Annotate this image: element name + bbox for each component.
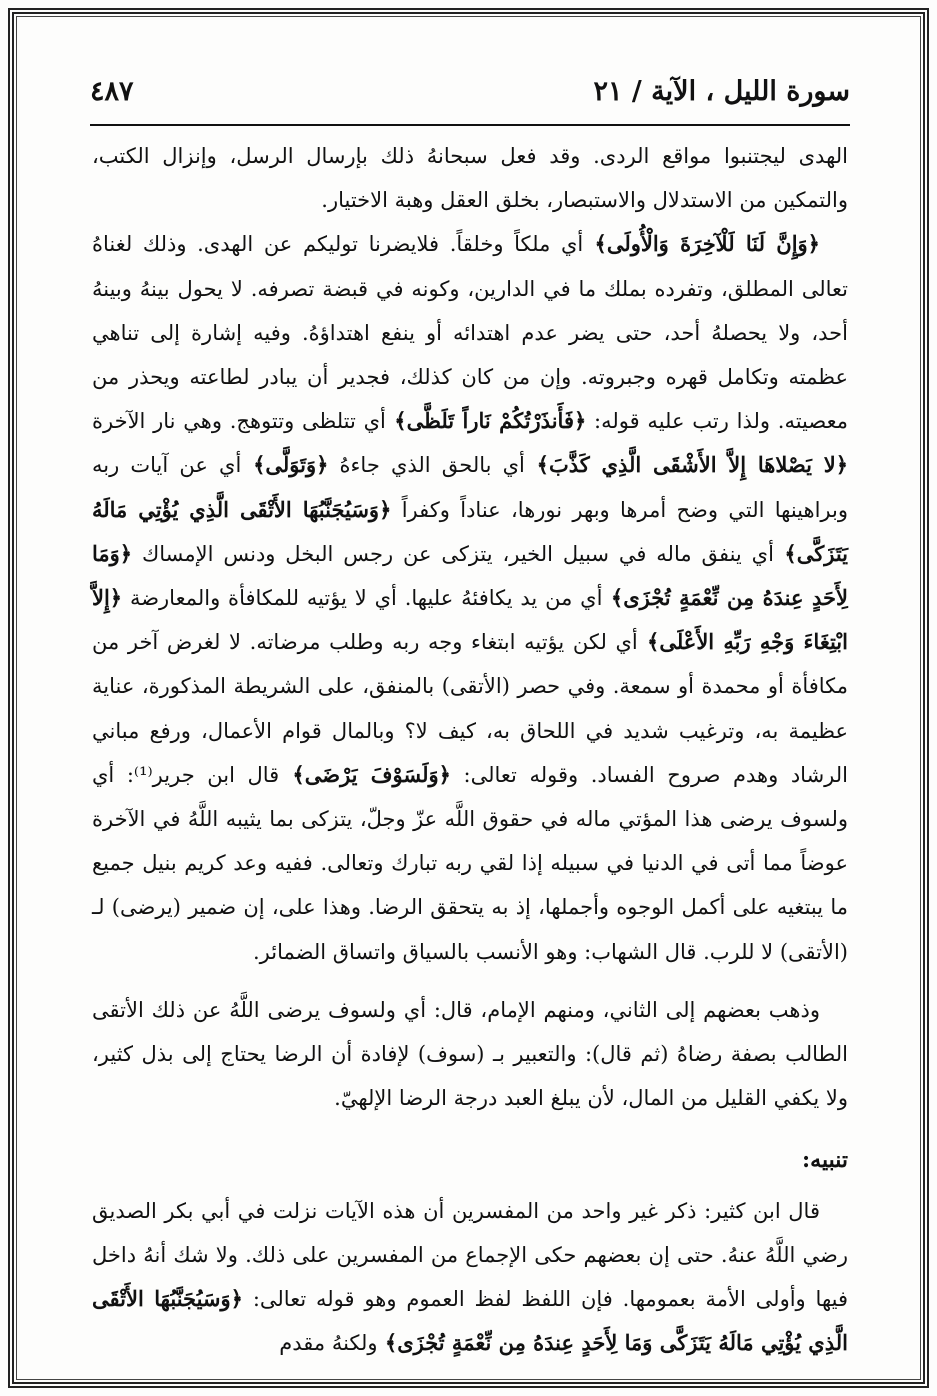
text-run: أي بالحق الذي جاءهُ: [328, 453, 525, 478]
paragraph: [92, 1189, 848, 1366]
quran-verse: ﴿إِلاَّ ابْتِغَاءَ وَجْهِ رَبِّهِ الأَعْلَى﴾: [92, 585, 848, 655]
text-run: أي من يد يكافئهُ عليها. أي لا يؤتيه للمكافأة والمعارضة: [122, 586, 603, 611]
quran-verse: ﴿فَأَنذَرْتُكُمْ نَاراً تَلَظَّى﴾: [385, 408, 587, 434]
quran-verse: ﴿وَلَسَوْفَ يَرْضَى﴾: [279, 761, 451, 787]
text-run: الهدى ليجتنبوا مواقع الردى. وقد فعل سبحانهُ ذلك بإرسال الرسل، وإنزال الكتب، والتمكين من الاستدلال والاستبصار، بخلق العقل وهبة الاختيار.: [92, 144, 848, 213]
text-run: أي ينفق ماله في سبيل الخير، يتزكى عن رجس البخل ودنس الإمساك: [132, 541, 774, 566]
quran-verse: ﴿وَمَا لِأَحَدٍ عِندَهُ مِن نِّعْمَةٍ تُجْزَى﴾: [92, 540, 848, 611]
text-run: أي لكن يؤتيه ابتغاء وجه ربه وطلب مرضاته. لا لغرض آخر من مكافأة أو محمدة أو سمعة. وفي حصر (الأتقى) بالمنفق، على الشريطة المذكورة، عناية عظيمة به، وترغيب شديد في اللحاق به، كيف لا؟ وبالمال قوام الأعمال، ورفع مباني الرشاد وهدم صروح الفساد. وقوله تعالى:: [92, 630, 849, 787]
quran-verse: ﴿وَسَيُجَنَّبُهَا الأَتْقَى الَّذِي يُؤْتِي مَالَهُ يَتَزَكَّى وَمَا لِأَحَدٍ عِندَهُ مِن نِّعْمَةٍ تُجْزَى﴾: [92, 1286, 848, 1356]
paragraph: [92, 222, 848, 973]
page-header: [90, 70, 850, 122]
text-run: قال ابن كثير: ذكر غير واحد من المفسرين أن هذه الآيات نزلت في أبي بكر الصديق رضي اللَّهُ عنهُ. حتى إن بعضهم حكى الإجماع من المفسرين على ذلك. ولا شك أنهُ داخل فيها وأولى الأمة بعمومها. فإن اللفظ لفظ العموم وهو قوله تعالى:: [92, 1198, 849, 1312]
paragraph: [92, 988, 848, 1121]
running-title: سورة الليل ، الآية / ٢١: [593, 76, 850, 107]
quran-verse: ﴿وَإِنَّ لَنَا لَلْآخِرَةَ وَالْأُولَى﴾: [583, 231, 820, 257]
quran-verse: ﴿وَتَوَلَّى﴾: [241, 452, 329, 478]
text-run: أي تتلظى وتتوهج. وهي نار الآخرة: [92, 409, 386, 434]
paragraph: [92, 134, 848, 222]
body-text: [92, 134, 848, 1365]
note-heading: تنبيه:: [802, 1147, 848, 1174]
quran-verse: ﴿لا يَصْلاهَا إِلاَّ الأَشْقَى الَّذِي كَذَّبَ﴾: [524, 452, 849, 478]
text-run: ولكنهُ مقدم: [279, 1331, 378, 1356]
text-run: أي عن آيات ربه وبراهينها التي وضح أمرها وبهر نورها، عناداً وكفراً: [92, 453, 848, 522]
header-rule: [90, 124, 850, 126]
quran-verse: ﴿وَسَيُجَنَّبُهَا الأَتْقَى الَّذِي يُؤْتِي مَالَهُ يَتَزَكَّى﴾: [92, 496, 848, 566]
page-number: ٤٨٧: [90, 76, 134, 107]
text-run: وذهب بعضهم إلى الثاني، ومنهم الإمام، قال: أي ولسوف يرضى اللَّهُ عن ذلك الأتقى الطالب بصفة رضاهُ (ثم قال): والتعبير بـ (سوف) لإفادة أن الرضا يحتاج إلى بذل كثير، ولا يكفي القليل من المال، لأن يبلغ العبد درجة الرضا الإلهيّ.: [92, 997, 848, 1111]
text-run: قال ابن جرير⁽¹⁾: أي ولسوف يرضى هذا المؤتي ماله في حقوق اللَّه عزّ وجلّ، يتزكى بما يثيبه اللَّهُ في الآخرة عوضاً مما أتى في الدنيا في سبيله إذا لقي ربه تبارك وتعالى. ففيه وعد كريم بنيل جميع ما يبتغيه على أكمل الوجوه وأجملها، إذ به يتحقق الرضا. وهذا على، إن ضمير (يرضى) لـ (الأتقى) لا للرب. قال الشهاب: وهو الأنسب بالسياق واتساق الضمائر.: [92, 762, 848, 964]
text-run: أي ملكاً وخلقاً. فلايضرنا توليكم عن الهدى. وذلك لغناهُ تعالى المطلق، وتفرده بملك ما في الدارين، وكونه في قبضة تصرفه. لا يحول بينهُ وبينهُ أحد، ولا يحصلهُ أحد، حتى يضر عدم اهتدائه أو ينفع اهتداؤهُ. وفيه إشارة إلى تناهي عظمته وتكامل قهره وجبروته. وإن من كان كذلك، فجدير أن يبادر لطاعته ويحذر من معصيته. ولذا رتب عليه قوله:: [92, 232, 848, 434]
